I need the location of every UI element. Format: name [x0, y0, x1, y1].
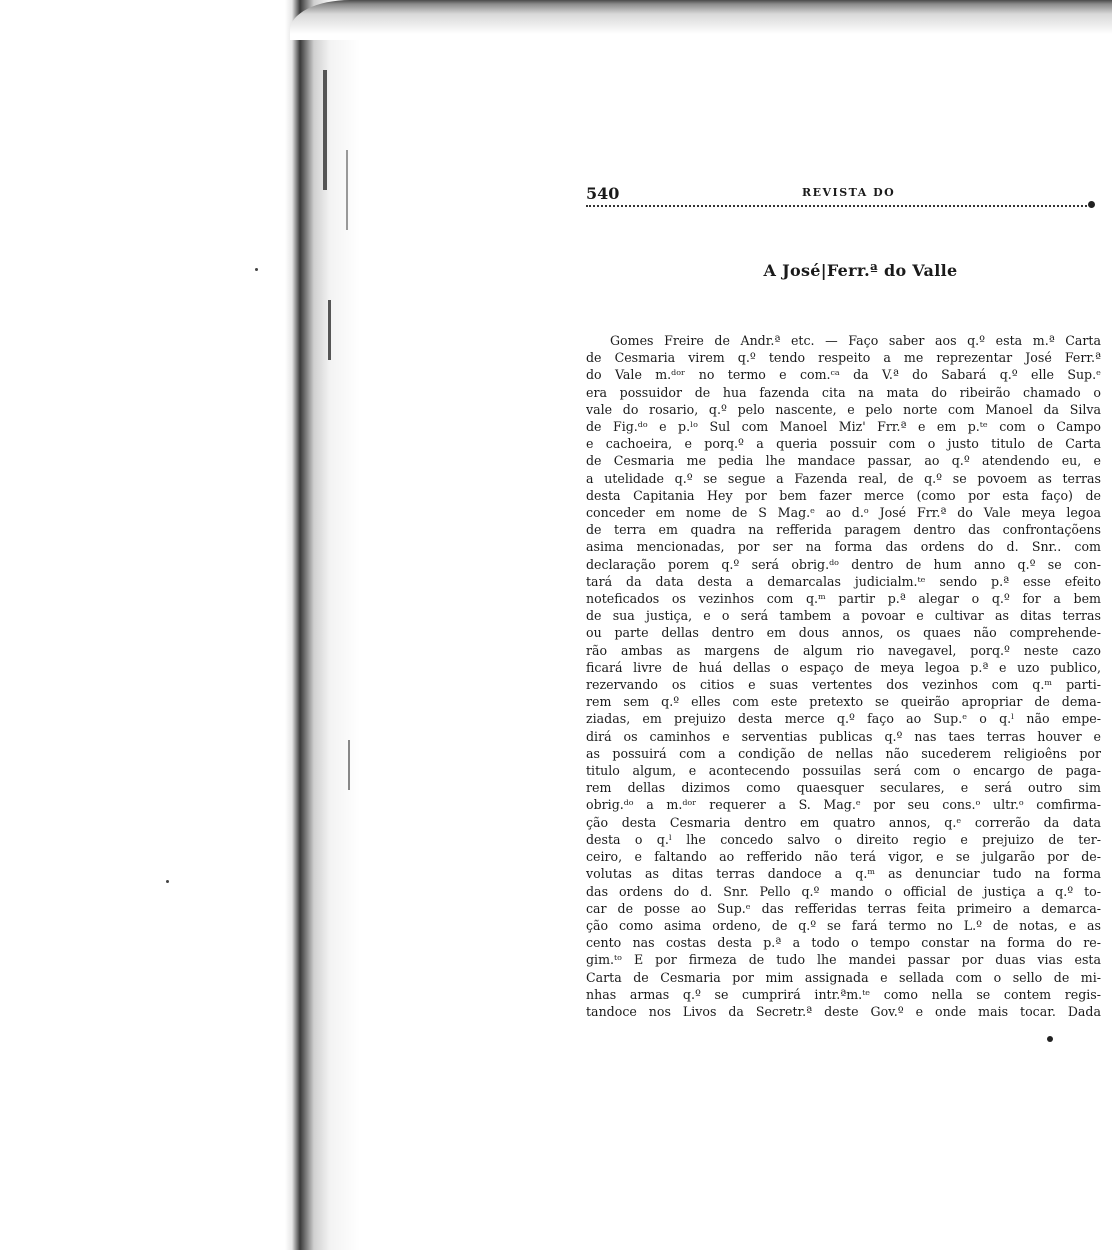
text-line: asima mencionadas, por ser na forma das ordens do d. Snr.. com — [586, 539, 1101, 555]
text-line: das ordens do d. Snr. Pello q.º mando o official de justiça a q.º to- — [586, 883, 1101, 899]
text-line: cento nas costas desta p.ª a todo o tempo constar na forma do re- — [586, 935, 1101, 951]
margin-speck — [255, 268, 258, 271]
text-line: car de posse ao Sup.ᵉ das refferidas terras feita primeiro a demarca- — [586, 900, 1101, 916]
page-number: 540 — [586, 184, 620, 203]
body-paragraph — [586, 332, 1101, 1020]
document-page — [586, 180, 1101, 1020]
text-line: ziadas, em prejuizo desta merce q.º faço ao Sup.ᵉ o q.ˡ não empe- — [586, 711, 1101, 727]
spine-mark — [328, 300, 331, 360]
text-line: volutas as ditas terras dandoce a q.ᵐ as denunciar tudo na forma — [586, 866, 1101, 882]
text-line: rezervando os citios e suas vertentes dos vezinhos com q.ᵐ parti- — [586, 677, 1101, 693]
text-line: de Cesmaria me pedia lhe mandace passar, ao q.º atendendo eu, e — [586, 453, 1101, 469]
text-line: rem dellas dizimos como quaesquer seculares, e será outro sim — [586, 780, 1101, 796]
text-line: as possuirá com a condição de nellas não sucederem religioêns por — [586, 745, 1101, 761]
page-top-edge-shadow — [290, 0, 1112, 40]
header-rule-end-dot — [1088, 201, 1095, 208]
text-line: dirá os caminhos e serventias publicas q.º nas taes terras houver e — [586, 728, 1101, 744]
text-line: do Vale m.ᵈᵒʳ no termo e com.ᶜᵃ da V.ª do Sabará q.º elle Sup.ᵉ — [586, 367, 1101, 383]
header-rule — [586, 205, 1091, 207]
section-title: A José|Ferr.ª do Valle — [763, 261, 958, 280]
text-line: de sua justiça, e o será tambem a povoar e cultivar as ditas terras — [586, 608, 1101, 624]
text-line: ficará livre de huá dellas o espaço de meya legoa p.ª e uzo publico, — [586, 659, 1101, 675]
text-line: gim.ᵗᵒ E por firmeza de tudo lhe mandei passar por duas vias esta — [586, 952, 1101, 968]
text-line: Gomes Freire de Andr.ª etc. — Faço saber aos q.º esta m.ª Carta — [610, 333, 1101, 348]
text-line: rem sem q.º elles com este pretexto se queirão apropriar de dema- — [586, 694, 1101, 710]
text-line: de Fig.ᵈᵒ e p.ˡᵒ Sul com Manoel Miz' Frr.ª e em p.ᵗᵉ com o Campo — [586, 419, 1101, 435]
text-line: desta o q.ˡ lhe concedo salvo o direito regio e prejuizo de ter- — [586, 831, 1101, 847]
text-line: a utelidade q.º se segue a Fazenda real, de q.º se povoem as terras — [586, 470, 1101, 486]
text-line: nhas armas q.º se cumprirá intr.ªm.ᵗᵉ como nella se contem regis- — [586, 986, 1101, 1002]
text-line: ção desta Cesmaria dentro em quatro annos, q.ᵉ correrão da data — [586, 814, 1101, 830]
book-spine-shadow — [0, 0, 420, 1250]
text-line: de terra em quadra na refferida paragem dentro das confrontaçõens — [586, 522, 1101, 538]
text-line: rão ambas as margens de algum rio navegavel, porq.º neste cazo — [586, 642, 1101, 658]
running-header — [586, 180, 1101, 206]
text-line: ção como asima ordeno, de q.º se fará termo no L.º de notas, e as — [586, 917, 1101, 933]
spine-mark — [323, 70, 327, 190]
margin-speck — [166, 880, 169, 883]
text-line: tandoce nos Livos da Secretr.ª deste Gov.º e onde mais tocar. Dada — [586, 1003, 1101, 1019]
text-line: ou parte dellas dentro em dous annos, os quaes não comprehende- — [586, 625, 1101, 641]
text-line: de Cesmaria virem q.º tendo respeito a me reprezentar José Ferr.ª — [586, 350, 1101, 366]
page-corner-mark — [1047, 1036, 1053, 1042]
text-line: obrig.ᵈᵒ a m.ᵈᵒʳ requerer a S. Mag.ᵉ por seu cons.ᵒ ultr.ᵒ comfirma- — [586, 797, 1101, 813]
running-title: REVISTA DO — [802, 186, 896, 199]
text-line: ceiro, e faltando ao refferido não terá vigor, e se julgarão por de- — [586, 849, 1101, 865]
text-line: era possuidor de hua fazenda cita na mata do ribeirão chamado o — [586, 384, 1101, 400]
text-line: Carta de Cesmaria por mim assignada e sellada com o sello de mi- — [586, 969, 1101, 985]
text-line: desta Capitania Hey por bem fazer merce (como por esta faço) de — [586, 487, 1101, 503]
spine-mark — [346, 150, 348, 230]
text-line: conceder em nome de S Mag.ᵉ ao d.ᵒ José Frr.ª do Vale meya legoa — [586, 505, 1101, 521]
text-line: vale do rosario, q.º pelo nascente, e pelo norte com Manoel da Silva — [586, 401, 1101, 417]
text-line: e cachoeira, e porq.º a queria possuir com o justo titulo de Carta — [586, 436, 1101, 452]
text-line: tará da data desta a demarcalas judicialm.ᵗᵉ sendo p.ª esse efeito — [586, 573, 1101, 589]
spine-mark — [348, 740, 350, 790]
text-line: declaração porem q.º será obrig.ᵈᵒ dentro de hum anno q.º se con- — [586, 556, 1101, 572]
text-line: titulo algum, e acontecendo possuilas será com o encargo de paga- — [586, 763, 1101, 779]
text-line: noteficados os vezinhos com q.ᵐ partir p.ª alegar o q.º for a bem — [586, 591, 1101, 607]
